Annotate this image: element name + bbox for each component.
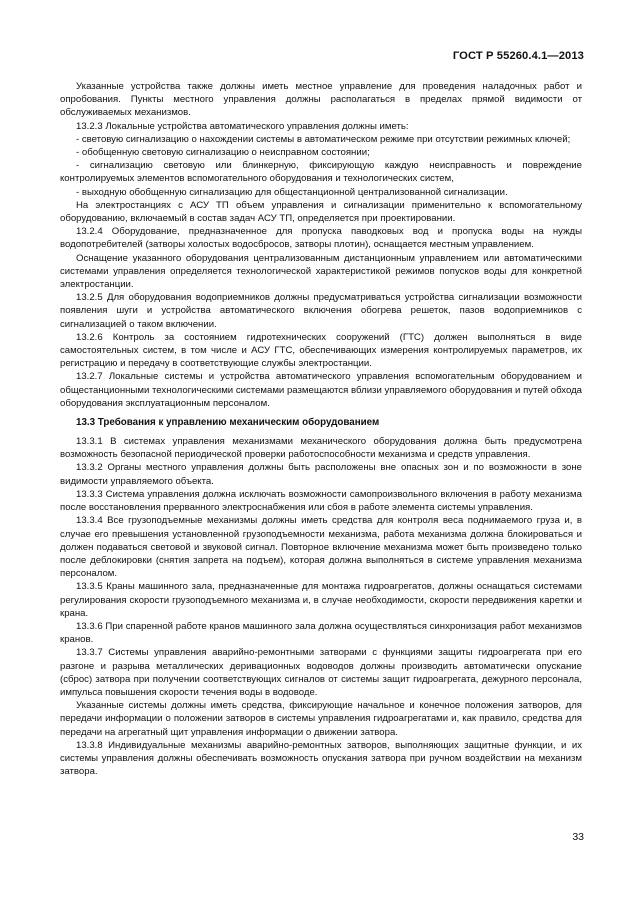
paragraph: На электростанциях с АСУ ТП объем управления и сигнализации применительно к вспомогательному оборудованию, включаемый в состав задач АСУ ТП, определяется при проектировании. xyxy=(60,199,582,225)
paragraph: 13.3.7 Системы управления аварийно-ремонтными затворами с функциями защиты гидроагрегата при его разгоне и разрыва металлических деривационных водоводов должны производить автоматически опускание (сброс) затвора при получении соответствующих сигналов от системы защит гидроагрегата, дежурного персонала, импульса повышения скорости течения воды в водоводе. xyxy=(60,647,582,698)
page-number: 33 xyxy=(572,831,584,843)
paragraph: 13.3.3 Система управления должна исключать возможности самопроизвольного включения в работу механизма после восстановления прерванного электроснабжения или сбоя в работе элемента системы управления. xyxy=(60,488,582,514)
document-body xyxy=(60,80,582,778)
paragraph: 13.2.4 Оборудование, предназначенное для пропуска паводковых вод и пропуска воды на нужды водопотребителей (затворы холостых водосбросов, затворы плотин), оснащается местным управлением. xyxy=(60,226,582,251)
paragraph: 13.3.4 Все грузоподъемные механизмы должны иметь средства для контроля веса поднимаемого груза и, в случае его превышения установленной грузоподъемности механизма, работа механизма должна блокироваться и должен подаваться световой и звуковой сигнал. Повторное включение механизма может быть произведено только после деблокировки (снятия запрета на подъем), которая должна выполняться в системе управления механизма персоналом. xyxy=(60,515,582,580)
list-item: - обобщенную световую сигнализацию о неисправном состоянии; xyxy=(76,147,370,159)
list-item: - световую сигнализацию о нахождении системы в автоматическом режиме при отсутствии режимных ключей; xyxy=(76,133,571,145)
paragraph: 13.3.2 Органы местного управления должны быть расположены вне опасных зон и по возможности в зоне видимости управляемого объекта. xyxy=(60,462,582,487)
section-heading: 13.3 Требования к управлению механическим оборудованием xyxy=(76,417,380,429)
paragraph: 13.3.1 В системах управления механизмами механического оборудования должна быть предусмотрена возможность безопасной периодической проверки работоспособности механизма и средств управления. xyxy=(60,436,582,461)
list-item: - сигнализацию световую или блинкерную, фиксирующую каждую неисправность и повреждение контролируемых элементов вспомогательного оборудования и технологических систем, xyxy=(60,160,582,185)
paragraph: Оснащение указанного оборудования централизованным дистанционным управлением или автоматическими системами управления определяется технологической характеристикой режимов попусков воды для конкретной электростанции. xyxy=(60,252,582,291)
paragraph: 13.3.8 Индивидуальные механизмы аварийно-ремонтных затворов, выполняющих защитные функции, и их системы управления должны обеспечивать возможность опускания затвора при ручном воздействии на механизм затвора. xyxy=(60,739,582,778)
standard-header: ГОСТ Р 55260.4.1—2013 xyxy=(452,50,584,62)
list-item: - выходную обобщенную сигнализацию для общестанционной централизованной сигнализации. xyxy=(76,186,508,198)
paragraph: 13.2.6 Контроль за состоянием гидротехнических сооружений (ГТС) должен выполняться в виде самостоятельных систем, в том числе и АСУ ГТС, обеспечивающих измерения контролируемых параметров, их регистрацию и передачу в соответствующие службы электростанции. xyxy=(60,331,582,370)
paragraph: 13.2.7 Локальные системы и устройства автоматического управления вспомогательным оборудованием и общестанционными технологическими системами размещаются вблизи управляемого оборудования и путей обхода оборудования эксплуатационным персоналом. xyxy=(60,371,582,409)
paragraph: Указанные системы должны иметь средства, фиксирующие начальное и конечное положения затворов, для передачи информации о положении затворов в системы управления гидроагрегатами и, как правило, средства для передачи на агрегатный щит управления информации о движении затвора. xyxy=(60,700,582,738)
paragraph: 13.3.5 Краны машинного зала, предназначенные для монтажа гидроагрегатов, должны оснащаться системами регулирования скорости грузоподъемного механизма и, в случае необходимости, скорости передвижения каретки и крана. xyxy=(60,581,582,619)
paragraph: 13.3.6 При спаренной работе кранов машинного зала должна осуществляться синхронизация работ механизмов кранов. xyxy=(60,620,582,646)
paragraph: 13.2.5 Для оборудования водоприемников должны предусматриваться устройства сигнализации возможности появления шуги и устройства автоматического включения обогрева решеток, пазов водоприемников с сигнализацией о таком включении. xyxy=(60,292,582,330)
paragraph: Указанные устройства также должны иметь местное управление для проведения наладочных работ и опробования. Пункты местного управления должны располагаться в пределах прямой видимости от обслуживаемых механизмов. xyxy=(60,81,582,119)
paragraph: 13.2.3 Локальные устройства автоматического управления должны иметь: xyxy=(76,120,409,132)
